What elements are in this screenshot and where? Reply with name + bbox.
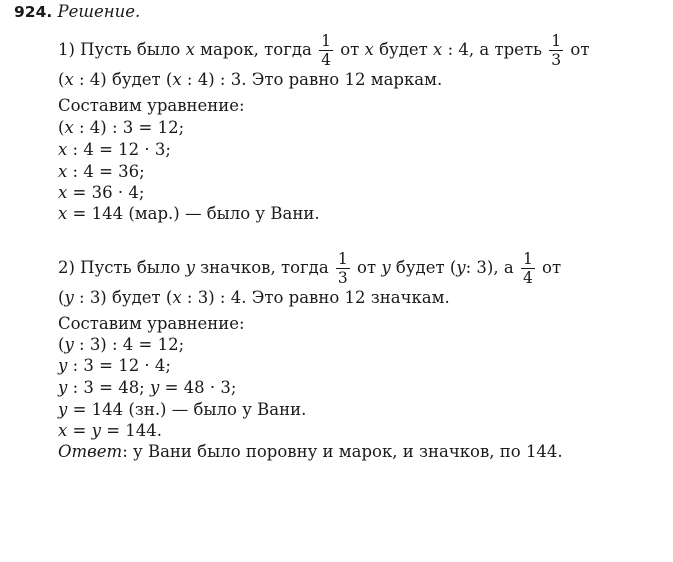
fraction-one-quarter (521, 250, 535, 287)
variable-x: x (58, 421, 68, 440)
variable-x: x (172, 288, 182, 307)
text-fragment: : 4) : 3 = 12; (73, 118, 185, 137)
text-fragment: : 4 = 12 · 3; (67, 140, 171, 159)
answer-text: : у Вани было поровну и марок, и значков, по 144. (122, 442, 563, 461)
solution-title: Решение. (57, 2, 141, 21)
part1-equation-4 (58, 183, 144, 203)
part2-equation-heading: Составим уравнение: (58, 314, 245, 333)
part1-equation-3 (58, 162, 145, 182)
fraction-numerator: 1 (321, 32, 331, 50)
answer-line (58, 442, 563, 462)
variable-x: x (185, 40, 195, 59)
text-fragment: = 144 (зн.) — было у Вани. (67, 400, 307, 419)
part2-equation-3 (58, 378, 236, 398)
text-fragment: = 144 (мар.) — было у Вани. (67, 204, 320, 223)
text-fragment: ( (58, 288, 65, 307)
variable-x: x (172, 70, 182, 89)
part1-equation-2 (58, 140, 171, 160)
text-fragment: значков, тогда (194, 258, 334, 277)
part2-line2 (58, 288, 450, 308)
fraction-one-third (549, 32, 563, 69)
variable-y: y (185, 258, 195, 277)
text-fragment: : 3), а (465, 258, 519, 277)
fraction-denominator: 4 (321, 51, 331, 69)
text-fragment: ( (58, 335, 65, 354)
variable-x: x (58, 162, 68, 181)
variable-y: y (456, 258, 466, 277)
variable-y: y (91, 421, 101, 440)
fraction-numerator: 1 (551, 32, 562, 50)
fraction-one-third (336, 250, 350, 287)
text-fragment: : 3) будет ( (73, 288, 173, 307)
fraction-denominator: 3 (551, 51, 562, 69)
text-fragment: : 4 = 36; (67, 162, 145, 181)
fraction-numerator: 1 (522, 250, 533, 268)
text-fragment: будет (373, 40, 434, 59)
text-fragment: 1) Пусть было (58, 40, 186, 59)
variable-y: y (150, 378, 160, 397)
problem-header (14, 2, 140, 22)
variable-x: x (64, 118, 74, 137)
part2-equation-2 (58, 356, 171, 376)
text-fragment: : 3 = 12 · 4; (67, 356, 171, 375)
variable-x: x (58, 183, 68, 202)
part2-line1 (58, 250, 561, 287)
text-fragment: : 4) будет ( (73, 70, 173, 89)
part2-equation-5 (58, 421, 162, 441)
text-fragment: = 36 · 4; (67, 183, 145, 202)
text-fragment: = 48 · 3; (159, 378, 237, 397)
variable-y: y (58, 378, 68, 397)
text-fragment: 2) Пусть было (58, 258, 186, 277)
fraction-denominator: 4 (522, 269, 533, 287)
variable-y: y (64, 288, 74, 307)
text-fragment: ( (58, 118, 65, 137)
variable-y: y (64, 335, 74, 354)
fraction-one-quarter (319, 32, 333, 69)
part1-equation-1 (58, 118, 184, 138)
text-fragment: марок, тогда (194, 40, 318, 59)
text-fragment: от (334, 40, 365, 59)
text-fragment: : 3) : 4. Это равно 12 значкам. (181, 288, 450, 307)
part1-line1 (58, 32, 589, 69)
text-fragment: = 144. (100, 421, 163, 440)
variable-x: x (433, 40, 443, 59)
variable-x: x (58, 140, 68, 159)
text-fragment: от (536, 258, 562, 277)
text-fragment: от (351, 258, 382, 277)
fraction-denominator: 3 (337, 269, 348, 287)
text-fragment: от (565, 40, 590, 59)
text-fragment: будет ( (390, 258, 457, 277)
text-fragment: : 4, а треть (442, 40, 548, 59)
variable-y: y (381, 258, 391, 277)
answer-label: Ответ (58, 442, 123, 461)
variable-x: x (58, 204, 68, 223)
fraction-numerator: 1 (337, 250, 348, 268)
variable-x: x (364, 40, 374, 59)
part1-equation-5 (58, 204, 320, 224)
variable-x: x (64, 70, 74, 89)
problem-number: 924. (14, 3, 53, 21)
part2-equation-4 (58, 400, 306, 420)
part1-equation-heading: Составим уравнение: (58, 96, 245, 115)
variable-y: y (58, 400, 68, 419)
part1-line2 (58, 70, 442, 90)
text-fragment: = (67, 421, 92, 440)
part2-equation-1 (58, 335, 184, 355)
text-fragment: ( (58, 70, 65, 89)
text-fragment: : 3) : 4 = 12; (73, 335, 185, 354)
text-fragment: : 3 = 48; (67, 378, 150, 397)
variable-y: y (58, 356, 68, 375)
text-fragment: : 4) : 3. Это равно 12 маркам. (181, 70, 443, 89)
